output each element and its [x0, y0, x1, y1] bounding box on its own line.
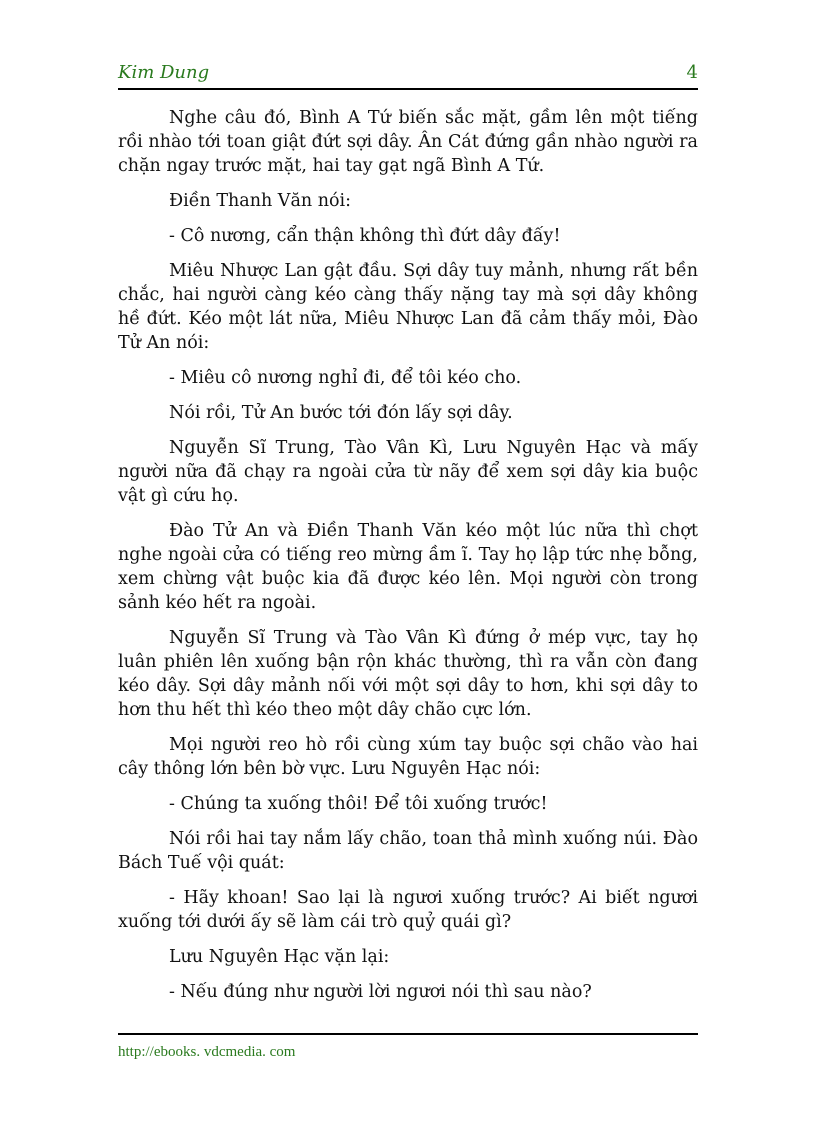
page-header — [118, 62, 698, 90]
paragraph: Điền Thanh Văn nói: — [169, 191, 352, 211]
paragraph: Nguyễn Sĩ Trung, Tào Vân Kì, Lưu Nguyên Hạc và mấy người nữa đã chạy ra ngoài cửa từ nãy để xem sợi dây kia buộc vật gì cứu họ. — [118, 438, 698, 506]
footer-divider — [118, 1033, 698, 1035]
paragraph: Mọi người reo hò rồi cùng xúm tay buộc sợi chão vào hai cây thông lớn bên bờ vực. Lưu Nguyên Hạc nói: — [118, 735, 698, 779]
book-author: Kim Dung — [118, 62, 210, 83]
paragraph: - Chúng ta xuống thôi! Để tôi xuống trước! — [169, 794, 548, 814]
paragraph: - Hãy khoan! Sao lại là ngươi xuống trước? Ai biết ngươi xuống tới dưới ấy sẽ làm cái trò quỷ quái gì? — [118, 888, 698, 932]
paragraph: Nguyễn Sĩ Trung và Tào Vân Kì đứng ở mép vực, tay họ luân phiên lên xuống bận rộn khác thường, thì ra vẫn còn đang kéo dây. Sợi dây mảnh nối với một sợi dây to hơn, khi sợi dây to hơn thu hết thì kéo theo một dây chão cực lớn. — [118, 628, 698, 720]
footer-link[interactable]: http://ebooks. vdcmedia. com — [118, 1044, 296, 1060]
paragraph: - Miêu cô nương nghỉ đi, để tôi kéo cho. — [169, 368, 522, 388]
paragraph: Nói rồi, Tử An bước tới đón lấy sợi dây. — [169, 403, 513, 423]
paragraph: - Nếu đúng như người lời ngươi nói thì sau nào? — [169, 982, 592, 1002]
page-body — [118, 106, 698, 1018]
paragraph: Nghe câu đó, Bình A Tứ biến sắc mặt, gầm lên một tiếng rồi nhào tới toan giật đứt sợi dây. Ân Cát đứng gần nhào người ra chặn ngay trước mặt, hai tay gạt ngã Bình A Tứ. — [118, 108, 698, 176]
paragraph: Nói rồi hai tay nắm lấy chão, toan thả mình xuống núi. Đào Bách Tuế vội quát: — [118, 829, 698, 873]
page-number: 4 — [686, 62, 698, 83]
paragraph: Đào Tử An và Điền Thanh Văn kéo một lúc nữa thì chợt nghe ngoài cửa có tiếng reo mừng ầm ĩ. Tay họ lập tức nhẹ bỗng, xem chừng vật buộc kia đã được kéo lên. Mọi người còn trong sảnh kéo hết ra ngoài. — [118, 521, 698, 613]
paragraph: Miêu Nhược Lan gật đầu. Sợi dây tuy mảnh, nhưng rất bền chắc, hai người càng kéo càng thấy nặng tay mà sợi dây không hề đứt. Kéo một lát nữa, Miêu Nhược Lan đã cảm thấy mỏi, Đào Tử An nói: — [118, 261, 698, 353]
paragraph: - Cô nương, cẩn thận không thì đứt dây đấy! — [169, 226, 561, 246]
paragraph: Lưu Nguyên Hạc vặn lại: — [169, 947, 390, 967]
